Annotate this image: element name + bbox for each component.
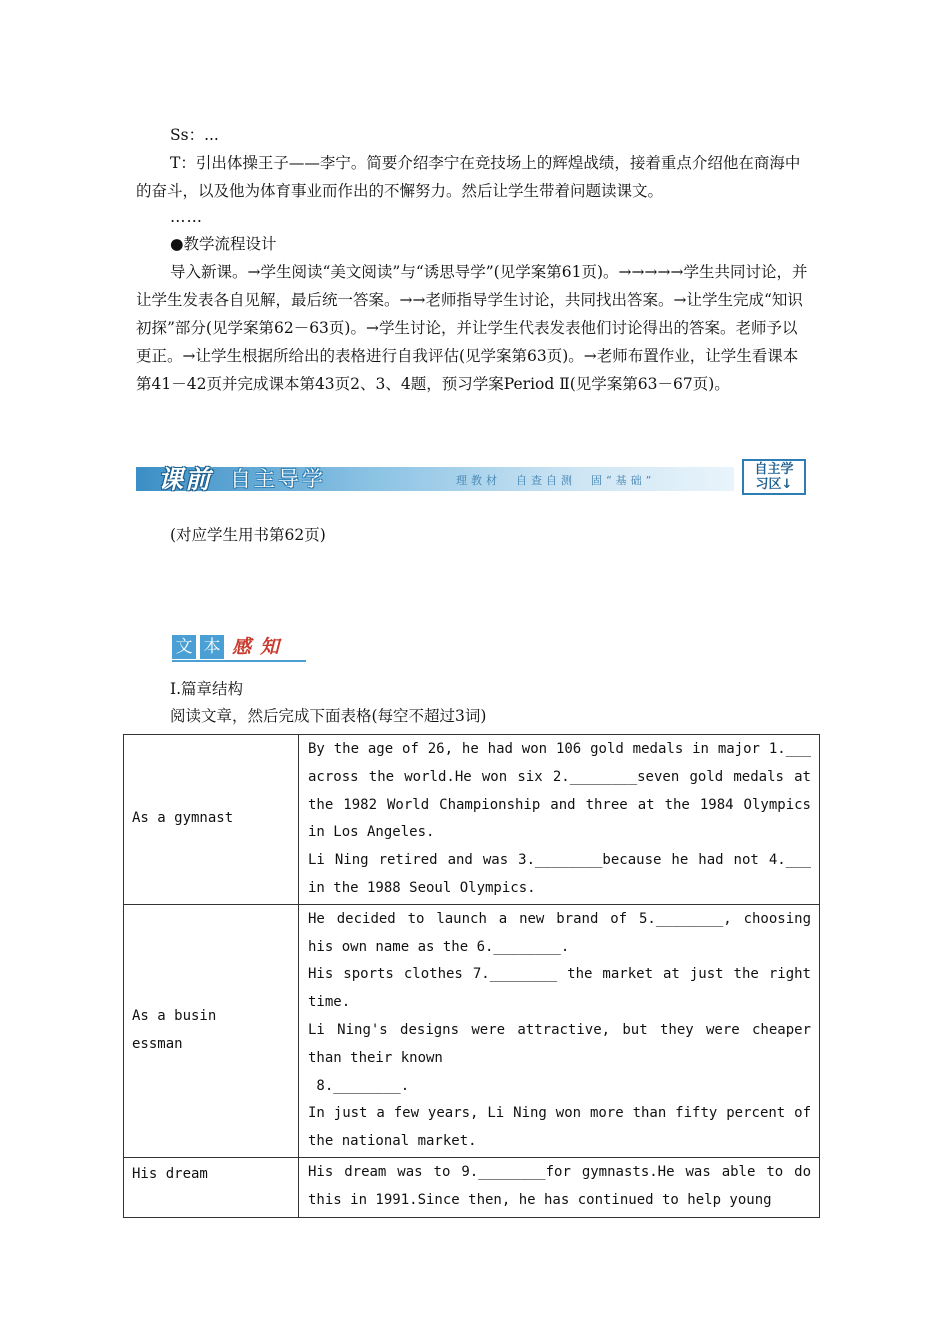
- banner-title-b: 自主导学: [230, 467, 326, 491]
- table-row: [124, 904, 820, 1157]
- section-tag: [172, 632, 306, 662]
- row-label: His dream: [124, 1157, 299, 1217]
- row-content: [299, 735, 820, 905]
- ss-line: Ss：...: [170, 126, 219, 144]
- tag-char-3: 感: [232, 636, 252, 658]
- structure-table: [123, 734, 820, 1218]
- flow-heading: ●教学流程设计: [170, 235, 277, 253]
- section-banner: [136, 458, 808, 498]
- content-line: His dream was to 9.________for gymnasts.He was able to do this in 1991.Since then, he has continued to help young: [308, 1163, 811, 1208]
- tag-char-1: 文: [172, 635, 196, 659]
- tag-char-2: 本: [200, 635, 224, 659]
- content-line: His sports clothes 7.________ the market at just the right time.: [308, 966, 811, 1011]
- content-line: He decided to launch a new brand of 5.________, choosing his own name as the 6.________.: [308, 910, 811, 955]
- part-heading: Ⅰ.篇章结构: [170, 680, 244, 698]
- banner-subtitle: 理教材 自查自测 固“基础”: [456, 474, 656, 487]
- box-line-2: 习区↓: [755, 477, 793, 492]
- table-row: [124, 735, 820, 905]
- box-line-1: 自主学: [754, 462, 794, 477]
- self-study-box: [742, 459, 806, 495]
- table-row: [124, 1157, 820, 1217]
- tag-char-4: 知: [260, 636, 280, 658]
- row-label: As a gymnast: [124, 735, 299, 905]
- content-line: Li Ning retired and was 3.________because he had not 4.___ in the 1988 Seoul Olympics.: [308, 852, 811, 896]
- content-line: In just a few years, Li Ning won more than fifty percent of the national market.: [308, 1105, 811, 1150]
- ellipsis: ……: [170, 208, 203, 226]
- banner-title-a: 课前: [158, 465, 213, 494]
- content-line: By the age of 26, he had won 106 gold medals in major 1.___ across the world.He won six 2.________seven gold medals at the 1982 World Championship and three at the 1984 Olympics in Los Angeles.: [308, 741, 811, 841]
- flow-body-paragraph: 导入新课。→学生阅读“美文阅读”与“诱思导学”(见学案第61页)。→→→→→学生共同讨论，并让学生发表各自见解，最后统一答案。→→老师指导学生讨论，共同找出答案。→让学生完成“知识初探”部分(见学案第62－63页)。→学生讨论，并让学生代表发表他们讨论得出的答案。老师予以更正。→让学生根据所给出的表格进行自我评估(见学案第63页)。→老师布置作业，让学生看课本第41－42页并完成课本第43页2、3、4题，预习学案Period Ⅱ(见学案第63－67页)。: [136, 263, 808, 393]
- reference-note: (对应学生用书第62页): [170, 526, 326, 544]
- row-label-part: As a busin: [132, 1008, 217, 1025]
- row-label: [124, 904, 299, 1157]
- tag-underline: [172, 660, 306, 662]
- content-line: 8.________.: [308, 1077, 410, 1094]
- row-content: [299, 904, 820, 1157]
- content-line: Li Ning's designs were attractive, but they were cheaper than their known: [308, 1021, 811, 1066]
- part-instruction: 阅读文章，然后完成下面表格(每空不超过3词): [170, 707, 487, 725]
- row-content: [299, 1157, 820, 1217]
- teacher-intro-paragraph: T：引出体操王子——李宁。简要介绍李宁在竞技场上的辉煌战绩，接着重点介绍他在商海中的奋斗，以及他为体育事业而作出的不懈努力。然后让学生带着问题读课文。: [136, 154, 801, 200]
- row-label-part: essman: [132, 1035, 183, 1052]
